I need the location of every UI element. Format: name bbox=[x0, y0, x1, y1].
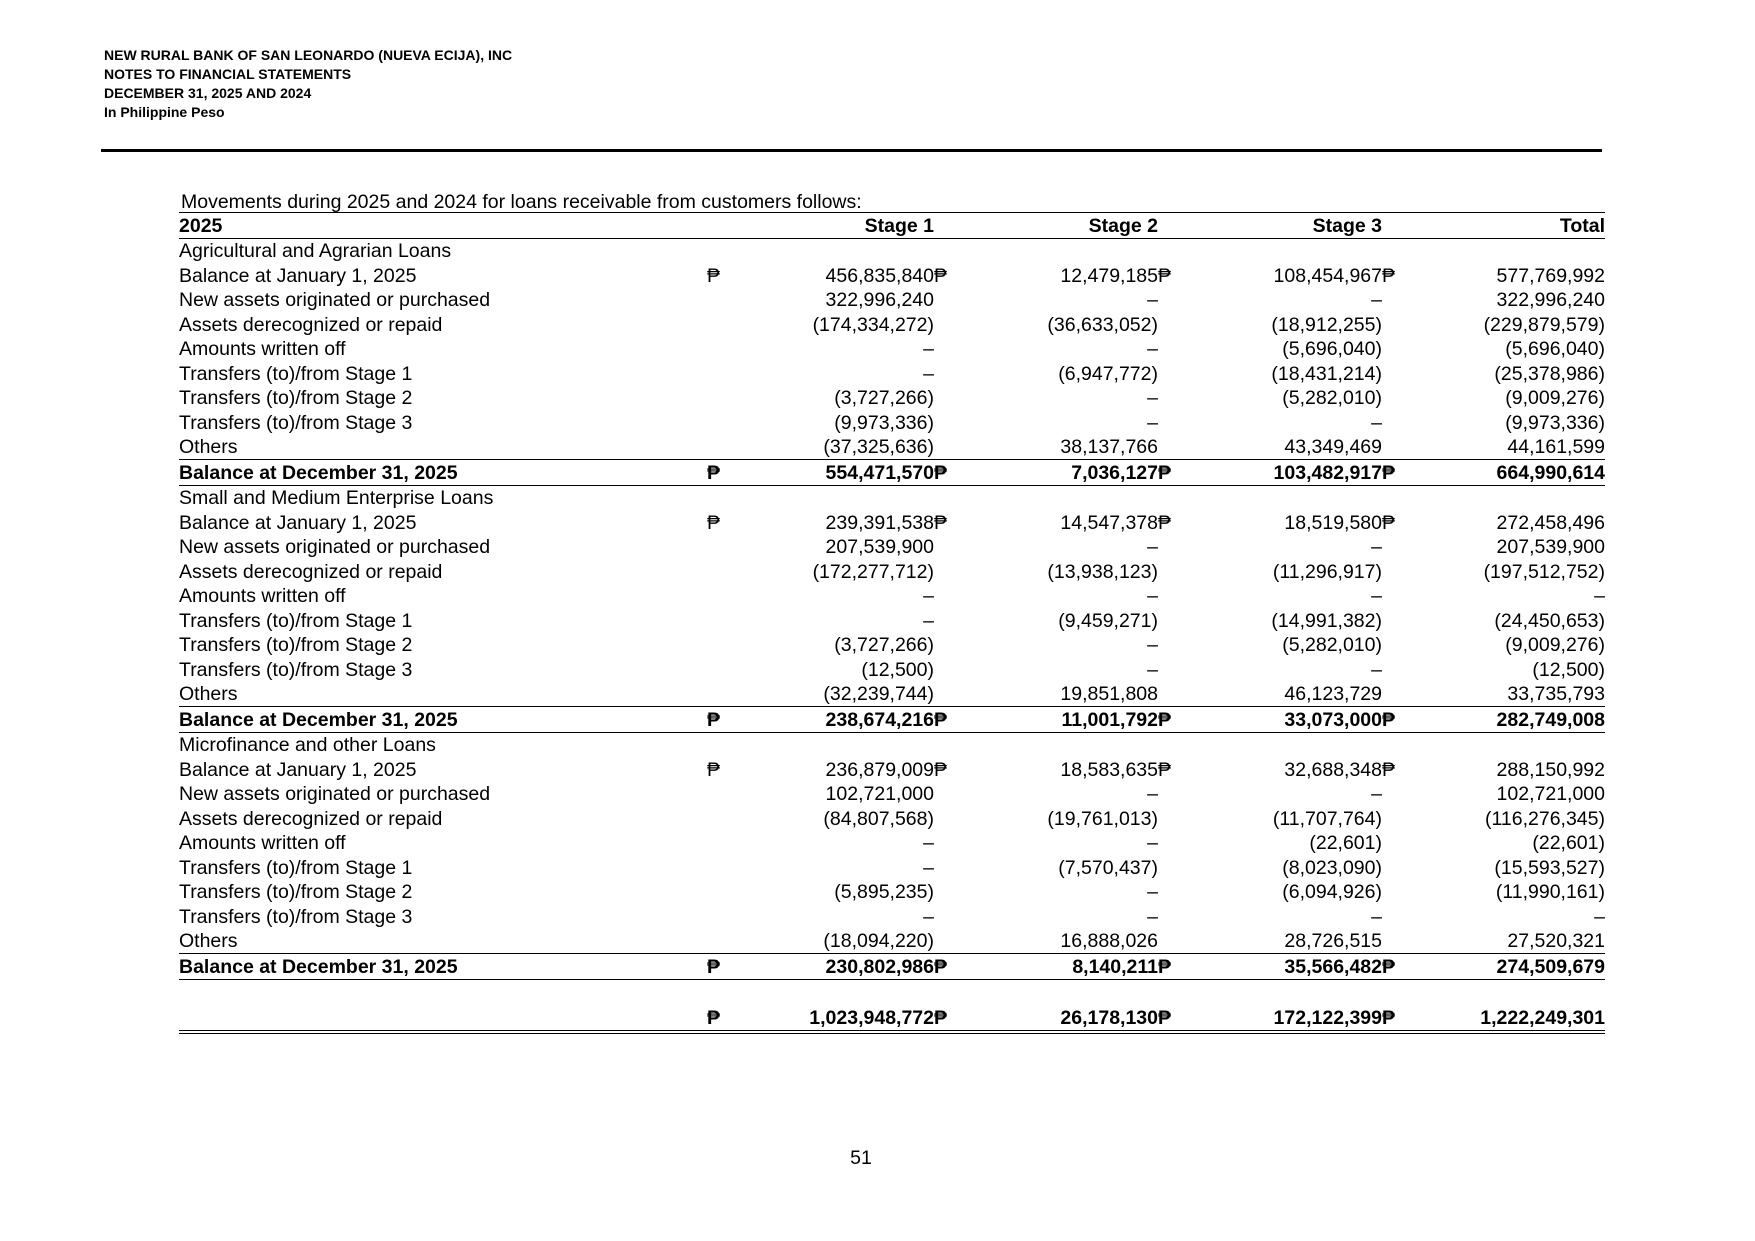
currency-symbol: ₱ bbox=[707, 511, 721, 534]
currency-symbol: ₱ bbox=[1382, 511, 1396, 534]
cell-value: (9,973,336) bbox=[1505, 411, 1605, 434]
cell-value: – bbox=[1371, 411, 1382, 434]
currency-symbol: ₱ bbox=[934, 758, 948, 781]
cell-value: (5,282,010) bbox=[1282, 387, 1382, 409]
cell-value: (12,500) bbox=[861, 658, 934, 681]
cell-value: – bbox=[1371, 585, 1382, 607]
grand-total-value: 172,122,399 bbox=[1186, 1004, 1382, 1032]
table-row bbox=[179, 757, 1605, 782]
cell-value: (172,277,712) bbox=[812, 560, 934, 583]
row-label: Others bbox=[179, 683, 238, 705]
cell-value: (11,990,161) bbox=[1495, 881, 1605, 903]
cell-value: 108,454,967 bbox=[1273, 264, 1382, 287]
cell-value: – bbox=[923, 585, 934, 607]
cell-value: – bbox=[1147, 881, 1158, 903]
loan-movements-table bbox=[179, 212, 1605, 1034]
row-label: Balance at January 1, 2025 bbox=[179, 758, 417, 781]
cell-value: 8,140,211 bbox=[962, 954, 1158, 980]
table-row bbox=[179, 559, 1605, 584]
grand-total-value: 1,023,948,772 bbox=[735, 1004, 934, 1032]
cell-value: – bbox=[923, 856, 934, 879]
table-row bbox=[179, 535, 1605, 560]
cell-value: (5,282,010) bbox=[1282, 634, 1382, 656]
statement-title: NOTES TO FINANCIAL STATEMENTS bbox=[104, 66, 352, 82]
cell-value: – bbox=[1147, 411, 1158, 434]
cell-value: 27,520,321 bbox=[1507, 930, 1605, 952]
cell-value: 577,769,992 bbox=[1496, 264, 1605, 287]
row-label: Transfers (to)/from Stage 2 bbox=[179, 881, 413, 903]
cell-value: 102,721,000 bbox=[1496, 783, 1605, 805]
cell-value: – bbox=[923, 609, 934, 632]
cell-value: – bbox=[1147, 905, 1158, 928]
cell-value: (116,276,345) bbox=[1485, 807, 1605, 830]
cell-value: – bbox=[1147, 338, 1158, 360]
row-label: Transfers (to)/from Stage 1 bbox=[179, 856, 413, 879]
cell-value: 272,458,496 bbox=[1496, 511, 1605, 534]
row-label: Assets derecognized or repaid bbox=[179, 807, 443, 830]
cell-value: (18,431,214) bbox=[1271, 362, 1382, 385]
row-label: Amounts written off bbox=[179, 832, 346, 854]
table-row bbox=[179, 263, 1605, 288]
row-label: Transfers (to)/from Stage 1 bbox=[179, 362, 413, 385]
cell-value: (37,325,636) bbox=[823, 436, 934, 458]
row-label: Assets derecognized or repaid bbox=[179, 560, 443, 583]
table-header-row bbox=[179, 213, 1605, 239]
cell-value: – bbox=[1371, 536, 1382, 558]
currency-symbol: ₱ bbox=[1158, 707, 1186, 733]
grand-total-label bbox=[179, 1004, 707, 1032]
cell-value: 32,688,348 bbox=[1284, 758, 1382, 781]
table-row bbox=[179, 288, 1605, 313]
row-label: New assets originated or purchased bbox=[179, 536, 491, 558]
cell-value: 14,547,378 bbox=[1060, 511, 1158, 534]
cell-value: – bbox=[1147, 783, 1158, 805]
section-title-row bbox=[179, 485, 1605, 510]
section-title-row bbox=[179, 238, 1605, 263]
row-label: Assets derecognized or repaid bbox=[179, 313, 443, 336]
table-row bbox=[179, 904, 1605, 929]
cell-value: (36,633,052) bbox=[1047, 313, 1158, 336]
cell-value: – bbox=[1147, 387, 1158, 409]
table-row bbox=[179, 361, 1605, 386]
currency-symbol: ₱ bbox=[934, 1004, 962, 1032]
cell-value: 554,471,570 bbox=[735, 460, 934, 486]
table-row bbox=[179, 435, 1605, 460]
table-row bbox=[179, 657, 1605, 682]
currency-symbol: ₱ bbox=[1158, 460, 1186, 486]
balance-row bbox=[179, 707, 1605, 733]
cell-value: (3,727,266) bbox=[834, 387, 934, 409]
cell-value: 282,749,008 bbox=[1410, 707, 1605, 733]
cell-value: 33,735,793 bbox=[1507, 683, 1605, 705]
cell-value: (12,500) bbox=[1532, 658, 1605, 681]
cell-value: 236,879,009 bbox=[825, 758, 934, 781]
statement-period: DECEMBER 31, 2025 AND 2024 bbox=[104, 85, 312, 101]
currency-symbol: ₱ bbox=[1158, 264, 1172, 287]
cell-value: (8,023,090) bbox=[1282, 856, 1382, 879]
table-row bbox=[179, 633, 1605, 658]
currency-symbol: ₱ bbox=[1158, 954, 1186, 980]
grand-total-value: 26,178,130 bbox=[962, 1004, 1158, 1032]
row-label: Balance at December 31, 2025 bbox=[179, 460, 707, 486]
cell-value: – bbox=[1371, 658, 1382, 681]
row-label: Transfers (to)/from Stage 2 bbox=[179, 634, 413, 656]
cell-value: (22,601) bbox=[1309, 832, 1382, 854]
row-label: Transfers (to)/from Stage 3 bbox=[179, 905, 413, 928]
currency-symbol: ₱ bbox=[1382, 758, 1396, 781]
table-row bbox=[179, 337, 1605, 362]
cell-value: (5,895,235) bbox=[834, 881, 934, 903]
row-label: Others bbox=[179, 930, 238, 952]
row-label: Transfers (to)/from Stage 3 bbox=[179, 411, 413, 434]
cell-value: – bbox=[1147, 536, 1158, 558]
cell-value: 322,996,240 bbox=[1496, 289, 1605, 311]
grand-total-row bbox=[179, 1004, 1605, 1032]
currency-symbol: ₱ bbox=[934, 264, 948, 287]
table-row bbox=[179, 584, 1605, 609]
cell-value: 207,539,900 bbox=[825, 536, 934, 558]
row-label: Amounts written off bbox=[179, 338, 346, 360]
table-row bbox=[179, 782, 1605, 807]
cell-value: (197,512,752) bbox=[1483, 560, 1605, 583]
company-name: NEW RURAL BANK OF SAN LEONARDO (NUEVA ECIJA), INC bbox=[104, 47, 513, 63]
cell-value: (24,450,653) bbox=[1494, 609, 1605, 632]
cell-value: (3,727,266) bbox=[834, 634, 934, 656]
cell-value: (84,807,568) bbox=[823, 807, 934, 830]
cell-value: 238,674,216 bbox=[735, 707, 934, 733]
cell-value: 28,726,515 bbox=[1284, 930, 1382, 952]
cell-value: – bbox=[1147, 289, 1158, 311]
cell-value: 230,802,986 bbox=[735, 954, 934, 980]
currency-note: In Philippine Peso bbox=[104, 104, 225, 120]
cell-value: (14,991,382) bbox=[1271, 609, 1382, 632]
cell-value: – bbox=[1371, 783, 1382, 805]
section-title-row bbox=[179, 732, 1605, 757]
table-row bbox=[179, 312, 1605, 337]
table-row bbox=[179, 386, 1605, 411]
cell-value: – bbox=[1594, 905, 1605, 928]
header-divider bbox=[101, 149, 1602, 152]
cell-value: 33,073,000 bbox=[1186, 707, 1382, 733]
table-row bbox=[179, 929, 1605, 954]
currency-symbol: ₱ bbox=[707, 707, 735, 733]
cell-value: 19,851,808 bbox=[1060, 683, 1158, 705]
row-label: Balance at December 31, 2025 bbox=[179, 954, 707, 980]
currency-symbol: ₱ bbox=[707, 264, 721, 287]
cell-value: – bbox=[1147, 658, 1158, 681]
cell-value: (6,947,772) bbox=[1058, 362, 1158, 385]
column-header-stage-3: Stage 3 bbox=[1186, 213, 1382, 239]
cell-value: (22,601) bbox=[1532, 832, 1605, 854]
cell-value: – bbox=[923, 832, 934, 854]
cell-value: – bbox=[1147, 634, 1158, 656]
cell-value: (18,912,255) bbox=[1271, 313, 1382, 336]
cell-value: – bbox=[1594, 585, 1605, 607]
row-label: Transfers (to)/from Stage 1 bbox=[179, 609, 413, 632]
currency-symbol: ₱ bbox=[1382, 707, 1410, 733]
currency-symbol: ₱ bbox=[1382, 264, 1396, 287]
table-row bbox=[179, 410, 1605, 435]
column-header-stage-1: Stage 1 bbox=[735, 213, 934, 239]
cell-value: (5,696,040) bbox=[1505, 338, 1605, 360]
row-label: Transfers (to)/from Stage 3 bbox=[179, 658, 413, 681]
cell-value: 239,391,538 bbox=[825, 511, 934, 534]
cell-value: 207,539,900 bbox=[1496, 536, 1605, 558]
cell-value: 12,479,185 bbox=[1060, 264, 1158, 287]
cell-value: (9,009,276) bbox=[1505, 634, 1605, 656]
column-header-stage-2: Stage 2 bbox=[962, 213, 1158, 239]
cell-value: 38,137,766 bbox=[1060, 436, 1158, 458]
cell-value: 16,888,026 bbox=[1060, 930, 1158, 952]
cell-value: (19,761,013) bbox=[1047, 807, 1158, 830]
cell-value: 456,835,840 bbox=[825, 264, 934, 287]
table-row bbox=[179, 608, 1605, 633]
cell-value: 322,996,240 bbox=[825, 289, 934, 311]
cell-value: (174,334,272) bbox=[812, 313, 934, 336]
cell-value: (6,094,926) bbox=[1282, 881, 1382, 903]
cell-value: – bbox=[1371, 289, 1382, 311]
currency-symbol: ₱ bbox=[1382, 954, 1410, 980]
cell-value: 664,990,614 bbox=[1410, 460, 1605, 486]
cell-value: 102,721,000 bbox=[825, 783, 934, 805]
cell-value: – bbox=[923, 338, 934, 360]
cell-value: (13,938,123) bbox=[1047, 560, 1158, 583]
year-label: 2025 bbox=[179, 213, 707, 239]
currency-symbol: ₱ bbox=[934, 460, 962, 486]
currency-symbol: ₱ bbox=[707, 1004, 735, 1032]
cell-value: 43,349,469 bbox=[1284, 436, 1382, 458]
cell-value: – bbox=[1147, 585, 1158, 607]
currency-symbol: ₱ bbox=[934, 511, 948, 534]
row-label: New assets originated or purchased bbox=[179, 289, 491, 311]
table-row bbox=[179, 510, 1605, 535]
currency-symbol: ₱ bbox=[1382, 460, 1410, 486]
cell-value: 7,036,127 bbox=[962, 460, 1158, 486]
row-label: Balance at January 1, 2025 bbox=[179, 511, 417, 534]
section-title: Small and Medium Enterprise Loans bbox=[179, 487, 494, 509]
cell-value: 18,519,580 bbox=[1284, 511, 1382, 534]
cell-value: (229,879,579) bbox=[1483, 313, 1605, 336]
cell-value: 35,566,482 bbox=[1186, 954, 1382, 980]
table-row bbox=[179, 682, 1605, 707]
cell-value: (11,296,917) bbox=[1272, 560, 1382, 583]
cell-value: 44,161,599 bbox=[1507, 436, 1605, 458]
cell-value: (9,009,276) bbox=[1505, 387, 1605, 409]
cell-value: (18,094,220) bbox=[823, 930, 934, 952]
cell-value: – bbox=[923, 362, 934, 385]
cell-value: 103,482,917 bbox=[1186, 460, 1382, 486]
currency-symbol: ₱ bbox=[707, 460, 735, 486]
cell-value: (9,459,271) bbox=[1058, 609, 1158, 632]
currency-symbol: ₱ bbox=[707, 954, 735, 980]
cell-value: 288,150,992 bbox=[1496, 758, 1605, 781]
cell-value: – bbox=[1147, 832, 1158, 854]
table-row bbox=[179, 855, 1605, 880]
cell-value: (15,593,527) bbox=[1494, 856, 1605, 879]
table-row bbox=[179, 880, 1605, 905]
balance-row bbox=[179, 954, 1605, 980]
cell-value: (5,696,040) bbox=[1282, 338, 1382, 360]
row-label: Balance at January 1, 2025 bbox=[179, 264, 417, 287]
cell-value: – bbox=[1371, 905, 1382, 928]
cell-value: (25,378,986) bbox=[1494, 362, 1605, 385]
currency-symbol: ₱ bbox=[1382, 1004, 1410, 1032]
column-header-total: Total bbox=[1410, 213, 1605, 239]
currency-symbol: ₱ bbox=[1158, 758, 1172, 781]
currency-symbol: ₱ bbox=[1158, 511, 1172, 534]
section-title: Agricultural and Agrarian Loans bbox=[179, 240, 452, 262]
currency-symbol: ₱ bbox=[1158, 1004, 1186, 1032]
section-title: Microfinance and other Loans bbox=[179, 734, 436, 756]
cell-value: (7,570,437) bbox=[1058, 856, 1158, 879]
grand-total-value: 1,222,249,301 bbox=[1410, 1004, 1605, 1032]
row-label: Balance at December 31, 2025 bbox=[179, 707, 707, 733]
document-header bbox=[104, 46, 512, 122]
cell-value: – bbox=[923, 905, 934, 928]
cell-value: (11,707,764) bbox=[1272, 807, 1382, 830]
table-row bbox=[179, 831, 1605, 856]
row-label: Transfers (to)/from Stage 2 bbox=[179, 387, 413, 409]
cell-value: (32,239,744) bbox=[823, 683, 934, 705]
currency-symbol: ₱ bbox=[707, 758, 721, 781]
table-row bbox=[179, 806, 1605, 831]
spacer-row bbox=[179, 979, 1605, 1004]
cell-value: 18,583,635 bbox=[1060, 758, 1158, 781]
currency-symbol: ₱ bbox=[934, 954, 962, 980]
row-label: Others bbox=[179, 436, 238, 458]
cell-value: 274,509,679 bbox=[1410, 954, 1605, 980]
page-number: 51 bbox=[850, 1147, 872, 1169]
row-label: Amounts written off bbox=[179, 585, 346, 607]
row-label: New assets originated or purchased bbox=[179, 783, 491, 805]
cell-value: 46,123,729 bbox=[1284, 683, 1382, 705]
currency-symbol: ₱ bbox=[934, 707, 962, 733]
cell-value: 11,001,792 bbox=[962, 707, 1158, 733]
intro-text: Movements during 2025 and 2024 for loans receivable from customers follows: bbox=[181, 191, 862, 213]
balance-row bbox=[179, 460, 1605, 486]
cell-value: (9,973,336) bbox=[834, 411, 934, 434]
